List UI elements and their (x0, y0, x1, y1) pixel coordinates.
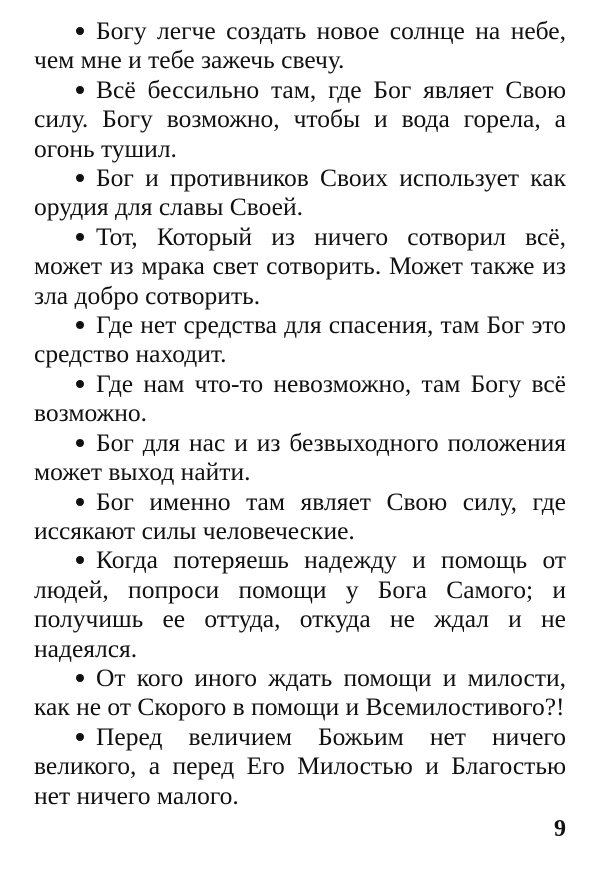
paragraph-text: Тот, Который из ничего сотворил всё, может из мрака свет сотворить. Может также из зла добро сотворить. (34, 221, 566, 310)
page-number: 9 (554, 816, 566, 842)
paragraph-text: Богу легче создать новое солнце на небе, чем мне и тебе зажечь свечу. (34, 16, 566, 75)
paragraph-text: Перед величием Божьим нет ничего великого, а перед Его Милостью и Благостью нет ничего малого. (34, 721, 566, 810)
paragraph-2 (34, 75, 566, 163)
paragraph-text: Где нам что-то невозможно, там Богу всё возможно. (34, 368, 566, 428)
page-body (34, 16, 566, 810)
bullet-icon (76, 163, 86, 192)
bullet-icon (76, 16, 86, 45)
paragraph-6 (34, 369, 566, 428)
paragraph-9 (34, 545, 566, 663)
paragraph-text: Где нет средства для спасения, там Бог это средство находит. (34, 310, 566, 369)
paragraph-text: Бог и противников Своих использует как орудия для славы Своей. (34, 163, 566, 222)
bullet-icon (76, 75, 86, 104)
bullet-icon (76, 663, 86, 692)
paragraph-3 (34, 163, 566, 222)
bullet-icon (76, 722, 86, 751)
paragraph-text: Когда потеряешь надежду и помощь от людей, попроси помощи у Бога Самого; и получишь ее оттуда, откуда не ждал и не надеялся. (34, 545, 566, 663)
paragraph-10 (34, 663, 566, 722)
paragraph-text: Бог именно там являет Свою силу, где иссякают силы человеческие. (34, 486, 566, 545)
bullet-icon (76, 428, 86, 457)
bullet-icon (76, 545, 86, 574)
paragraph-text: Бог для нас и из безвыходного положения может выход найти. (34, 427, 566, 487)
bullet-icon (76, 310, 86, 339)
paragraph-1 (34, 16, 566, 75)
paragraph-text: Всё бессильно там, где Бог являет Свою силу. Богу возможно, чтобы и вода горела, а огонь тушил. (34, 74, 566, 163)
paragraph-11 (34, 722, 566, 810)
paragraph-text: От кого иного ждать помощи и милости, как не от Скорого в помощи и Всемилостивого?! (34, 662, 566, 722)
bullet-icon (76, 369, 86, 398)
paragraph-4 (34, 222, 566, 310)
paragraph-5 (34, 310, 566, 369)
bullet-icon (76, 487, 86, 516)
bullet-icon (76, 222, 86, 251)
paragraph-7 (34, 428, 566, 487)
paragraph-8 (34, 487, 566, 546)
